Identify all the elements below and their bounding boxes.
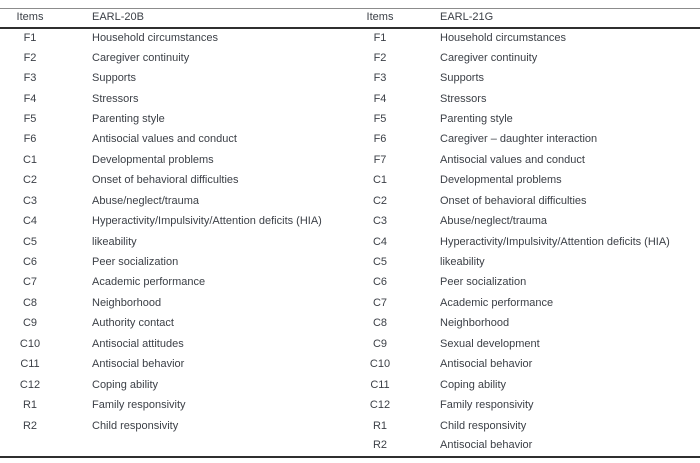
item-label-cell-left: Hyperactivity/Impulsivity/Attention deficits (HIA) bbox=[92, 215, 322, 228]
item-code-cell-left: F3 bbox=[23, 72, 37, 85]
item-label-cell-right: Stressors bbox=[440, 92, 487, 105]
table-row bbox=[0, 314, 700, 334]
table-row bbox=[0, 416, 700, 436]
item-code-cell-right: C11 bbox=[370, 378, 390, 391]
item-label-cell-right: Antisocial values and conduct bbox=[440, 153, 585, 166]
item-label-cell-right: Parenting style bbox=[440, 112, 513, 125]
table-row bbox=[0, 334, 700, 354]
item-label-cell-right: Supports bbox=[440, 72, 485, 85]
item-code-cell-left: C11 bbox=[20, 358, 40, 371]
item-code-cell-right: C10 bbox=[369, 358, 391, 371]
item-code-cell-left: C2 bbox=[22, 174, 38, 187]
item-code-cell-right: C8 bbox=[372, 317, 388, 330]
item-code-cell-left: F5 bbox=[23, 112, 37, 125]
item-code-cell-right: C1 bbox=[372, 174, 388, 187]
item-label-cell-right: Caregiver – daughter interaction bbox=[440, 133, 598, 146]
table-body bbox=[0, 28, 700, 457]
col-header-earl21g: EARL-21G bbox=[410, 9, 700, 28]
table-header bbox=[0, 9, 700, 28]
item-code-cell-right: F1 bbox=[373, 31, 387, 44]
item-label-cell-right: likeability bbox=[440, 256, 485, 269]
table-row bbox=[0, 89, 700, 109]
item-code-cell-left: C7 bbox=[22, 276, 38, 289]
table-row bbox=[0, 211, 700, 231]
item-code-cell-left bbox=[0, 436, 60, 456]
item-label-cell-right: Onset of behavioral difficulties bbox=[440, 194, 587, 207]
header-row bbox=[0, 9, 700, 28]
item-label-cell-right: Caregiver continuity bbox=[440, 51, 538, 64]
item-label-cell-left: Caregiver continuity bbox=[92, 51, 190, 64]
table-row bbox=[0, 436, 700, 456]
item-code-cell-right: F7 bbox=[373, 153, 387, 166]
item-code-cell-right: F3 bbox=[373, 72, 387, 85]
item-label-cell-right: Developmental problems bbox=[440, 174, 562, 187]
table-row bbox=[0, 48, 700, 68]
item-code-cell-right: R2 bbox=[372, 439, 388, 452]
item-label-cell-left: Academic performance bbox=[92, 276, 206, 289]
item-code-cell-left: C9 bbox=[22, 317, 38, 330]
item-code-cell-left: C6 bbox=[22, 256, 38, 269]
table-row bbox=[0, 252, 700, 272]
item-code-cell-left: F1 bbox=[23, 31, 37, 44]
item-label-cell-right: Hyperactivity/Impulsivity/Attention deficits (HIA) bbox=[440, 235, 670, 248]
item-label-cell-left: Abuse/neglect/trauma bbox=[92, 194, 200, 207]
item-label-cell-left bbox=[60, 436, 350, 456]
item-label-cell-left: Child responsivity bbox=[92, 419, 179, 432]
item-code-cell-left: F4 bbox=[23, 92, 37, 105]
table-row bbox=[0, 395, 700, 415]
table-row bbox=[0, 355, 700, 375]
table-row bbox=[0, 375, 700, 395]
item-code-cell-right: C9 bbox=[372, 337, 388, 350]
item-code-cell-right: C2 bbox=[372, 194, 388, 207]
item-label-cell-left: Supports bbox=[92, 72, 137, 85]
item-label-cell-left: Household circumstances bbox=[92, 31, 218, 44]
table-row bbox=[0, 171, 700, 191]
table-row bbox=[0, 150, 700, 170]
table-row bbox=[0, 68, 700, 88]
item-code-cell-left: R2 bbox=[22, 419, 38, 432]
item-label-cell-right: Family responsivity bbox=[440, 399, 534, 412]
item-code-cell-right: F6 bbox=[373, 133, 387, 146]
item-code-cell-right: C3 bbox=[372, 215, 388, 228]
item-code-cell-left: C3 bbox=[22, 194, 38, 207]
item-code-cell-right: F5 bbox=[373, 112, 387, 125]
item-label-cell-left: Antisocial values and conduct bbox=[92, 133, 237, 146]
item-label-cell-left: Parenting style bbox=[92, 112, 165, 125]
item-label-cell-left: likeability bbox=[92, 235, 137, 248]
item-code-cell-left: C10 bbox=[19, 337, 41, 350]
item-label-cell-left: Onset of behavioral difficulties bbox=[92, 174, 239, 187]
item-code-cell-right: F2 bbox=[373, 51, 387, 64]
item-code-cell-left: C8 bbox=[22, 296, 38, 309]
item-code-cell-right: F4 bbox=[373, 92, 387, 105]
item-label-cell-right: Antisocial behavior bbox=[440, 439, 533, 452]
item-code-cell-right: R1 bbox=[372, 419, 388, 432]
table-row bbox=[0, 232, 700, 252]
table-row bbox=[0, 130, 700, 150]
item-label-cell-left: Antisocial behavior bbox=[92, 358, 185, 371]
col-header-items-right: Items bbox=[350, 9, 410, 28]
table-row bbox=[0, 28, 700, 48]
item-code-cell-right: C5 bbox=[372, 256, 388, 269]
item-label-cell-left: Peer socialization bbox=[92, 256, 179, 269]
item-label-cell-left: Authority contact bbox=[92, 317, 174, 330]
item-code-cell-left: C12 bbox=[19, 378, 41, 391]
item-code-cell-left: R1 bbox=[22, 399, 38, 412]
item-label-cell-right: Peer socialization bbox=[440, 276, 527, 289]
item-code-cell-right: C12 bbox=[369, 399, 391, 412]
item-label-cell-left: Stressors bbox=[92, 92, 139, 105]
item-code-cell-left: C4 bbox=[22, 215, 38, 228]
item-code-cell-right: C7 bbox=[372, 296, 388, 309]
item-label-cell-left: Family responsivity bbox=[92, 399, 186, 412]
item-label-cell-right: Academic performance bbox=[440, 296, 554, 309]
item-label-cell-left: Coping ability bbox=[92, 378, 159, 391]
item-label-cell-right: Sexual development bbox=[440, 337, 540, 350]
table-row bbox=[0, 273, 700, 293]
item-label-cell-right: Neighborhood bbox=[440, 317, 510, 330]
item-label-cell-right: Coping ability bbox=[440, 378, 507, 391]
item-code-cell-left: F6 bbox=[23, 133, 37, 146]
item-code-cell-left: F2 bbox=[23, 51, 37, 64]
item-label-cell-right: Household circumstances bbox=[440, 31, 566, 44]
item-code-cell-left: C1 bbox=[22, 153, 38, 166]
col-header-earl20b: EARL-20B bbox=[60, 9, 350, 28]
item-label-cell-right: Child responsivity bbox=[440, 419, 527, 432]
earl-comparison-table bbox=[0, 8, 700, 458]
table-row bbox=[0, 109, 700, 129]
item-label-cell-left: Neighborhood bbox=[92, 296, 162, 309]
item-label-cell-right: Abuse/neglect/trauma bbox=[440, 215, 548, 228]
item-code-cell-right: C4 bbox=[372, 235, 388, 248]
item-code-cell-right: C6 bbox=[372, 276, 388, 289]
col-header-items-left: Items bbox=[0, 9, 60, 28]
table-row bbox=[0, 293, 700, 313]
item-label-cell-right: Antisocial behavior bbox=[440, 358, 533, 371]
table-row bbox=[0, 191, 700, 211]
item-label-cell-left: Antisocial attitudes bbox=[92, 337, 184, 350]
item-code-cell-left: C5 bbox=[22, 235, 38, 248]
item-label-cell-left: Developmental problems bbox=[92, 153, 214, 166]
